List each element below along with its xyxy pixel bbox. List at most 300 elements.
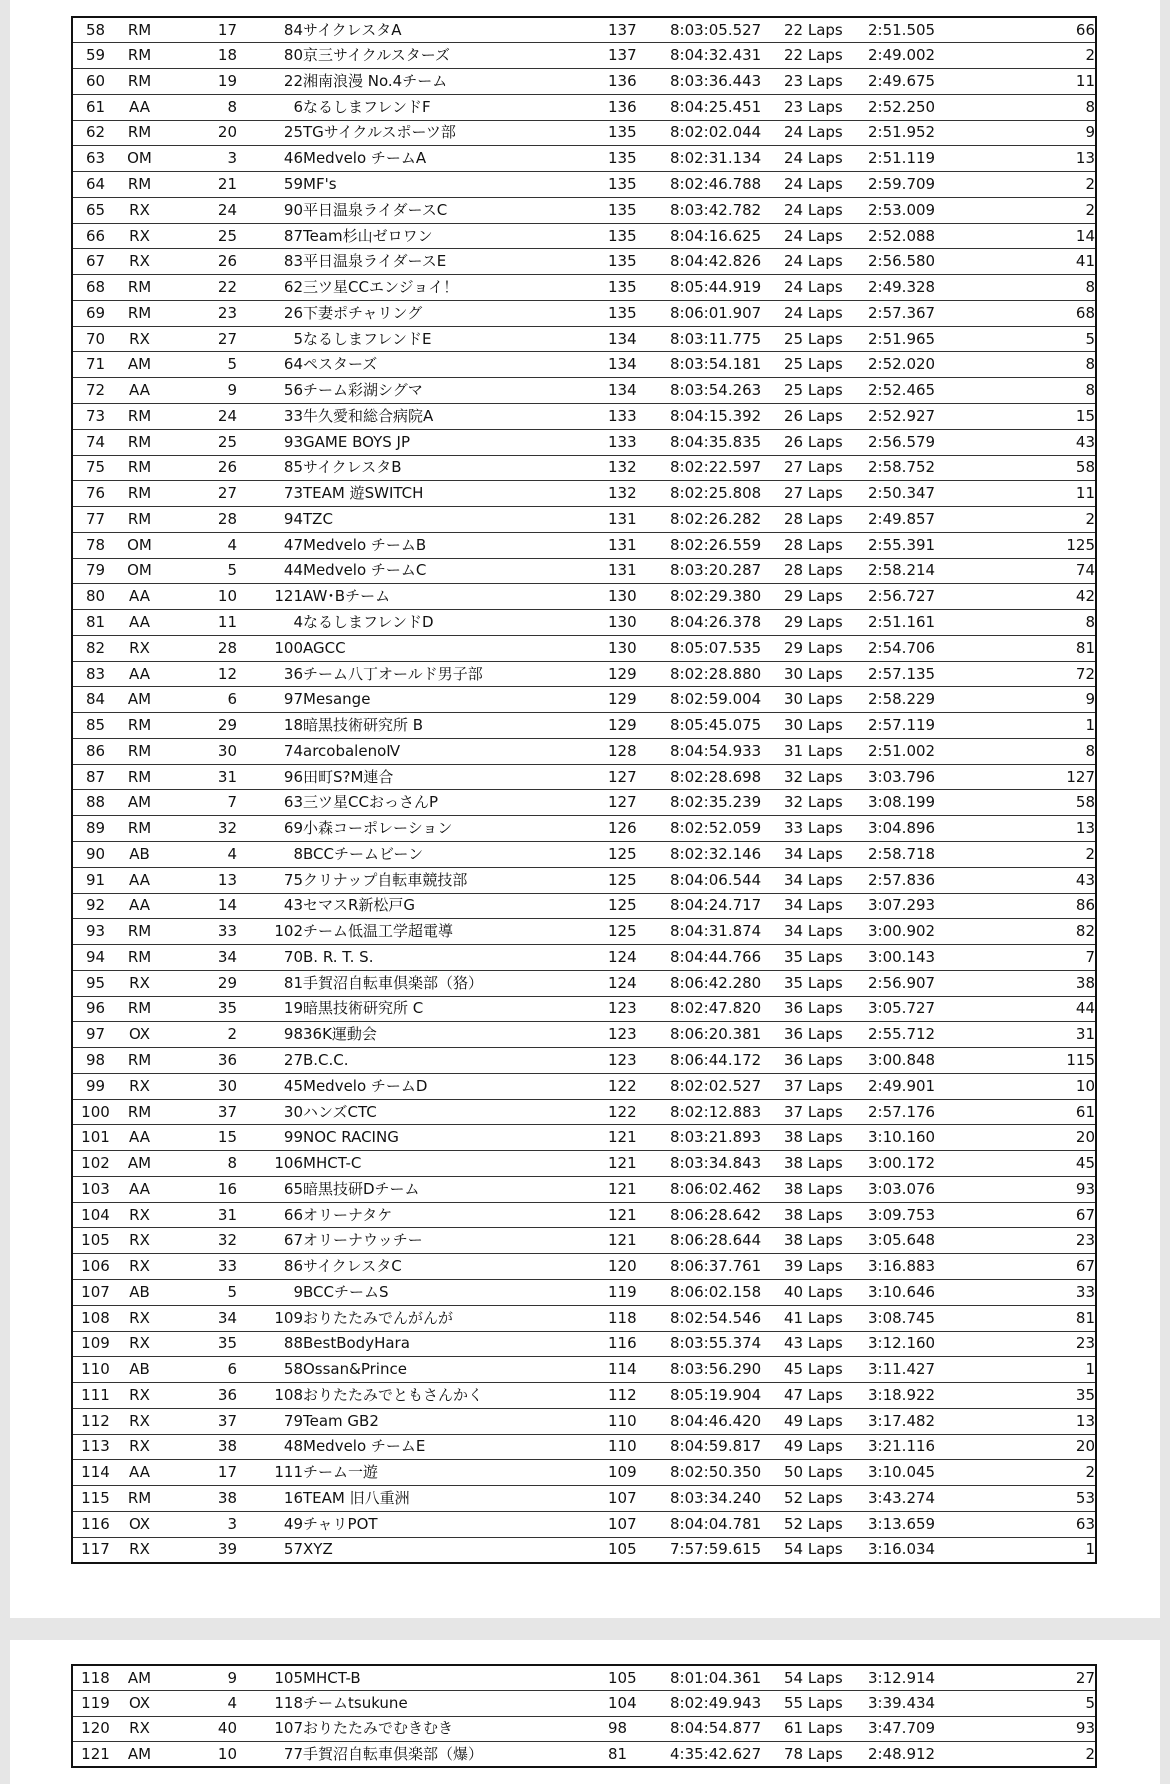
laps-cell: 135 xyxy=(608,223,670,249)
position-cell: 112 xyxy=(72,1408,118,1434)
class-position-cell: 26 xyxy=(161,249,237,275)
team-name-cell: TEAM 遊SWITCH xyxy=(303,481,608,507)
best-lap-time-cell: 3:13.659 xyxy=(868,1511,978,1537)
position-cell: 91 xyxy=(72,867,118,893)
class-position-cell: 15 xyxy=(161,1125,237,1151)
best-lap-number-cell: 8 xyxy=(978,94,1096,120)
table-row xyxy=(72,713,1096,739)
best-lap-time-cell: 3:08.745 xyxy=(868,1305,978,1331)
class-cell: RX xyxy=(118,1434,161,1460)
table-row xyxy=(72,1228,1096,1254)
laps-cell: 131 xyxy=(608,507,670,533)
class-position-cell: 29 xyxy=(161,713,237,739)
team-name-cell: Medvelo チームA xyxy=(303,146,608,172)
team-name-cell: オリーナウッチー xyxy=(303,1228,608,1254)
gap-cell: 39 Laps xyxy=(784,1254,868,1280)
best-lap-time-cell: 2:52.465 xyxy=(868,378,978,404)
gap-cell: 38 Laps xyxy=(784,1176,868,1202)
position-cell: 118 xyxy=(72,1665,118,1691)
gap-cell: 38 Laps xyxy=(784,1151,868,1177)
total-time-cell: 8:06:01.907 xyxy=(670,300,784,326)
best-lap-time-cell: 2:51.002 xyxy=(868,738,978,764)
table-row xyxy=(72,1048,1096,1074)
class-cell: RX xyxy=(118,223,161,249)
gap-cell: 24 Laps xyxy=(784,146,868,172)
laps-cell: 135 xyxy=(608,249,670,275)
best-lap-number-cell: 20 xyxy=(978,1434,1096,1460)
total-time-cell: 8:04:54.933 xyxy=(670,738,784,764)
best-lap-number-cell: 2 xyxy=(978,1460,1096,1486)
team-name-cell: arcobalenoⅣ xyxy=(303,738,608,764)
total-time-cell: 8:06:28.644 xyxy=(670,1228,784,1254)
class-position-cell: 33 xyxy=(161,919,237,945)
best-lap-number-cell: 8 xyxy=(978,610,1096,636)
table-row xyxy=(72,1254,1096,1280)
best-lap-time-cell: 2:56.727 xyxy=(868,584,978,610)
bib-number-cell: 93 xyxy=(237,429,303,455)
best-lap-time-cell: 2:49.857 xyxy=(868,507,978,533)
position-cell: 113 xyxy=(72,1434,118,1460)
bib-number-cell: 69 xyxy=(237,816,303,842)
best-lap-time-cell: 3:09.753 xyxy=(868,1202,978,1228)
table-row xyxy=(72,275,1096,301)
total-time-cell: 8:03:54.263 xyxy=(670,378,784,404)
gap-cell: 37 Laps xyxy=(784,1073,868,1099)
class-cell: RM xyxy=(118,275,161,301)
best-lap-time-cell: 3:43.274 xyxy=(868,1486,978,1512)
total-time-cell: 8:06:37.761 xyxy=(670,1254,784,1280)
gap-cell: 24 Laps xyxy=(784,223,868,249)
class-cell: RM xyxy=(118,403,161,429)
gap-cell: 54 Laps xyxy=(784,1665,868,1691)
best-lap-number-cell: 63 xyxy=(978,1511,1096,1537)
laps-cell: 110 xyxy=(608,1408,670,1434)
position-cell: 99 xyxy=(72,1073,118,1099)
laps-cell: 136 xyxy=(608,69,670,95)
total-time-cell: 8:02:26.282 xyxy=(670,507,784,533)
class-position-cell: 23 xyxy=(161,300,237,326)
best-lap-time-cell: 2:51.965 xyxy=(868,326,978,352)
table-row xyxy=(72,507,1096,533)
team-name-cell: おりたたみでむきむき xyxy=(303,1716,608,1742)
class-position-cell: 37 xyxy=(161,1408,237,1434)
best-lap-number-cell: 72 xyxy=(978,661,1096,687)
table-row xyxy=(72,17,1096,43)
team-name-cell: 暗黒技術研究所 C xyxy=(303,996,608,1022)
bib-number-cell: 106 xyxy=(237,1151,303,1177)
position-cell: 67 xyxy=(72,249,118,275)
gap-cell: 23 Laps xyxy=(784,94,868,120)
team-name-cell: 湘南浪漫 No.4チーム xyxy=(303,69,608,95)
table-row xyxy=(72,1383,1096,1409)
class-position-cell: 7 xyxy=(161,790,237,816)
table-row xyxy=(72,842,1096,868)
team-name-cell: B.C.C. xyxy=(303,1048,608,1074)
gap-cell: 24 Laps xyxy=(784,300,868,326)
bib-number-cell: 64 xyxy=(237,352,303,378)
class-position-cell: 30 xyxy=(161,738,237,764)
laps-cell: 137 xyxy=(608,17,670,43)
team-name-cell: XYZ xyxy=(303,1537,608,1563)
best-lap-number-cell: 61 xyxy=(978,1099,1096,1125)
class-position-cell: 9 xyxy=(161,378,237,404)
total-time-cell: 8:06:02.462 xyxy=(670,1176,784,1202)
team-name-cell: Medvelo チームB xyxy=(303,532,608,558)
total-time-cell: 8:02:22.597 xyxy=(670,455,784,481)
best-lap-number-cell: 13 xyxy=(978,816,1096,842)
best-lap-time-cell: 3:16.034 xyxy=(868,1537,978,1563)
best-lap-time-cell: 2:56.580 xyxy=(868,249,978,275)
table-row xyxy=(72,532,1096,558)
best-lap-number-cell: 5 xyxy=(978,1691,1096,1717)
team-name-cell: おりたたみでともさんかく xyxy=(303,1383,608,1409)
class-cell: RM xyxy=(118,43,161,69)
best-lap-time-cell: 3:00.902 xyxy=(868,919,978,945)
gap-cell: 35 Laps xyxy=(784,945,868,971)
best-lap-number-cell: 43 xyxy=(978,429,1096,455)
class-position-cell: 22 xyxy=(161,275,237,301)
table-row xyxy=(72,429,1096,455)
table-row xyxy=(72,326,1096,352)
table-row xyxy=(72,455,1096,481)
team-name-cell: GAME BOYS JP xyxy=(303,429,608,455)
class-cell: AB xyxy=(118,1357,161,1383)
total-time-cell: 8:04:24.717 xyxy=(670,893,784,919)
results-table xyxy=(71,1664,1097,1768)
team-name-cell: Medvelo チームE xyxy=(303,1434,608,1460)
laps-cell: 118 xyxy=(608,1305,670,1331)
table-row xyxy=(72,1073,1096,1099)
best-lap-time-cell: 3:05.648 xyxy=(868,1228,978,1254)
best-lap-time-cell: 3:05.727 xyxy=(868,996,978,1022)
gap-cell: 28 Laps xyxy=(784,558,868,584)
total-time-cell: 8:04:35.835 xyxy=(670,429,784,455)
total-time-cell: 8:02:28.880 xyxy=(670,661,784,687)
class-position-cell: 5 xyxy=(161,558,237,584)
best-lap-time-cell: 2:55.391 xyxy=(868,532,978,558)
class-position-cell: 35 xyxy=(161,1331,237,1357)
bib-number-cell: 109 xyxy=(237,1305,303,1331)
bib-number-cell: 59 xyxy=(237,172,303,198)
table-row xyxy=(72,661,1096,687)
class-position-cell: 4 xyxy=(161,532,237,558)
gap-cell: 38 Laps xyxy=(784,1228,868,1254)
team-name-cell: なるしまフレンドD xyxy=(303,610,608,636)
best-lap-number-cell: 2 xyxy=(978,1742,1096,1768)
team-name-cell: 牛久愛和総合病院A xyxy=(303,403,608,429)
gap-cell: 27 Laps xyxy=(784,455,868,481)
bib-number-cell: 47 xyxy=(237,532,303,558)
team-name-cell: MF's xyxy=(303,172,608,198)
total-time-cell: 8:03:11.775 xyxy=(670,326,784,352)
best-lap-time-cell: 3:00.143 xyxy=(868,945,978,971)
position-cell: 75 xyxy=(72,455,118,481)
best-lap-number-cell: 8 xyxy=(978,378,1096,404)
laps-cell: 134 xyxy=(608,326,670,352)
total-time-cell: 8:03:42.782 xyxy=(670,197,784,223)
laps-cell: 104 xyxy=(608,1691,670,1717)
laps-cell: 134 xyxy=(608,352,670,378)
class-position-cell: 4 xyxy=(161,1691,237,1717)
total-time-cell: 8:04:44.766 xyxy=(670,945,784,971)
bib-number-cell: 6 xyxy=(237,94,303,120)
total-time-cell: 8:03:54.181 xyxy=(670,352,784,378)
class-cell: RX xyxy=(118,1254,161,1280)
table-row xyxy=(72,481,1096,507)
laps-cell: 107 xyxy=(608,1486,670,1512)
position-cell: 103 xyxy=(72,1176,118,1202)
class-cell: RX xyxy=(118,1537,161,1563)
class-cell: RM xyxy=(118,120,161,146)
team-name-cell: 平日温泉ライダースE xyxy=(303,249,608,275)
gap-cell: 61 Laps xyxy=(784,1716,868,1742)
best-lap-time-cell: 2:48.912 xyxy=(868,1742,978,1768)
laps-cell: 135 xyxy=(608,275,670,301)
team-name-cell: 手賀沼自転車倶楽部（爆） xyxy=(303,1742,608,1768)
laps-cell: 121 xyxy=(608,1125,670,1151)
team-name-cell: 平日温泉ライダースC xyxy=(303,197,608,223)
class-cell: AM xyxy=(118,1665,161,1691)
bib-number-cell: 107 xyxy=(237,1716,303,1742)
gap-cell: 24 Laps xyxy=(784,249,868,275)
class-position-cell: 27 xyxy=(161,326,237,352)
best-lap-time-cell: 2:49.675 xyxy=(868,69,978,95)
laps-cell: 126 xyxy=(608,816,670,842)
best-lap-time-cell: 2:58.214 xyxy=(868,558,978,584)
total-time-cell: 8:02:02.044 xyxy=(670,120,784,146)
class-position-cell: 2 xyxy=(161,1022,237,1048)
gap-cell: 36 Laps xyxy=(784,1022,868,1048)
class-cell: AA xyxy=(118,1460,161,1486)
team-name-cell: チーム低温工学超電導 xyxy=(303,919,608,945)
bib-number-cell: 62 xyxy=(237,275,303,301)
gap-cell: 78 Laps xyxy=(784,1742,868,1768)
total-time-cell: 8:02:46.788 xyxy=(670,172,784,198)
position-cell: 110 xyxy=(72,1357,118,1383)
team-name-cell: サイクレスタA xyxy=(303,17,608,43)
table-row xyxy=(72,970,1096,996)
total-time-cell: 8:02:26.559 xyxy=(670,532,784,558)
position-cell: 88 xyxy=(72,790,118,816)
table-row xyxy=(72,378,1096,404)
class-position-cell: 8 xyxy=(161,1151,237,1177)
gap-cell: 26 Laps xyxy=(784,429,868,455)
gap-cell: 41 Laps xyxy=(784,1305,868,1331)
class-position-cell: 24 xyxy=(161,403,237,429)
best-lap-number-cell: 53 xyxy=(978,1486,1096,1512)
position-cell: 119 xyxy=(72,1691,118,1717)
table-row xyxy=(72,1665,1096,1691)
gap-cell: 29 Laps xyxy=(784,584,868,610)
team-name-cell: サイクレスタC xyxy=(303,1254,608,1280)
bib-number-cell: 48 xyxy=(237,1434,303,1460)
best-lap-time-cell: 2:58.752 xyxy=(868,455,978,481)
bib-number-cell: 27 xyxy=(237,1048,303,1074)
team-name-cell: 三ツ星CCおっさんP xyxy=(303,790,608,816)
total-time-cell: 8:04:25.451 xyxy=(670,94,784,120)
position-cell: 76 xyxy=(72,481,118,507)
bib-number-cell: 96 xyxy=(237,764,303,790)
total-time-cell: 8:03:34.240 xyxy=(670,1486,784,1512)
class-cell: AM xyxy=(118,687,161,713)
table-row xyxy=(72,403,1096,429)
bib-number-cell: 83 xyxy=(237,249,303,275)
table-row xyxy=(72,790,1096,816)
bib-number-cell: 56 xyxy=(237,378,303,404)
position-cell: 97 xyxy=(72,1022,118,1048)
laps-cell: 122 xyxy=(608,1073,670,1099)
total-time-cell: 8:02:35.239 xyxy=(670,790,784,816)
class-position-cell: 19 xyxy=(161,69,237,95)
total-time-cell: 8:04:32.431 xyxy=(670,43,784,69)
best-lap-time-cell: 3:04.896 xyxy=(868,816,978,842)
team-name-cell: Team GB2 xyxy=(303,1408,608,1434)
bib-number-cell: 73 xyxy=(237,481,303,507)
gap-cell: 43 Laps xyxy=(784,1331,868,1357)
team-name-cell: MHCT-B xyxy=(303,1665,608,1691)
total-time-cell: 8:05:07.535 xyxy=(670,635,784,661)
table-row xyxy=(72,996,1096,1022)
class-cell: AA xyxy=(118,584,161,610)
team-name-cell: 36K運動会 xyxy=(303,1022,608,1048)
best-lap-number-cell: 58 xyxy=(978,790,1096,816)
laps-cell: 129 xyxy=(608,661,670,687)
position-cell: 106 xyxy=(72,1254,118,1280)
best-lap-number-cell: 93 xyxy=(978,1716,1096,1742)
class-position-cell: 34 xyxy=(161,945,237,971)
class-position-cell: 31 xyxy=(161,764,237,790)
position-cell: 115 xyxy=(72,1486,118,1512)
best-lap-number-cell: 1 xyxy=(978,1537,1096,1563)
gap-cell: 22 Laps xyxy=(784,43,868,69)
laps-cell: 135 xyxy=(608,120,670,146)
class-cell: AA xyxy=(118,893,161,919)
class-position-cell: 13 xyxy=(161,867,237,893)
best-lap-time-cell: 3:07.293 xyxy=(868,893,978,919)
laps-cell: 132 xyxy=(608,455,670,481)
best-lap-number-cell: 93 xyxy=(978,1176,1096,1202)
bib-number-cell: 30 xyxy=(237,1099,303,1125)
best-lap-number-cell: 7 xyxy=(978,945,1096,971)
best-lap-number-cell: 82 xyxy=(978,919,1096,945)
best-lap-time-cell: 3:17.482 xyxy=(868,1408,978,1434)
gap-cell: 38 Laps xyxy=(784,1202,868,1228)
class-cell: OM xyxy=(118,146,161,172)
best-lap-time-cell: 2:57.135 xyxy=(868,661,978,687)
best-lap-time-cell: 2:54.706 xyxy=(868,635,978,661)
position-cell: 117 xyxy=(72,1537,118,1563)
best-lap-number-cell: 81 xyxy=(978,1305,1096,1331)
class-position-cell: 21 xyxy=(161,172,237,198)
bib-number-cell: 45 xyxy=(237,1073,303,1099)
bib-number-cell: 70 xyxy=(237,945,303,971)
position-cell: 102 xyxy=(72,1151,118,1177)
best-lap-time-cell: 2:53.009 xyxy=(868,197,978,223)
position-cell: 73 xyxy=(72,403,118,429)
class-position-cell: 4 xyxy=(161,842,237,868)
class-position-cell: 30 xyxy=(161,1073,237,1099)
best-lap-number-cell: 45 xyxy=(978,1151,1096,1177)
laps-cell: 136 xyxy=(608,94,670,120)
class-cell: AM xyxy=(118,790,161,816)
total-time-cell: 8:03:21.893 xyxy=(670,1125,784,1151)
bib-number-cell: 74 xyxy=(237,738,303,764)
team-name-cell: おりたたみでんがんが xyxy=(303,1305,608,1331)
laps-cell: 121 xyxy=(608,1176,670,1202)
class-position-cell: 33 xyxy=(161,1254,237,1280)
best-lap-time-cell: 2:58.229 xyxy=(868,687,978,713)
table-row xyxy=(72,94,1096,120)
team-name-cell: TEAM 旧八重洲 xyxy=(303,1486,608,1512)
class-cell: RM xyxy=(118,455,161,481)
class-cell: RM xyxy=(118,713,161,739)
class-cell: RM xyxy=(118,996,161,1022)
team-name-cell: チームtsukune xyxy=(303,1691,608,1717)
best-lap-time-cell: 3:39.434 xyxy=(868,1691,978,1717)
position-cell: 77 xyxy=(72,507,118,533)
position-cell: 72 xyxy=(72,378,118,404)
team-name-cell: B. R. T. S. xyxy=(303,945,608,971)
class-position-cell: 28 xyxy=(161,635,237,661)
gap-cell: 27 Laps xyxy=(784,481,868,507)
gap-cell: 38 Laps xyxy=(784,1125,868,1151)
bib-number-cell: 98 xyxy=(237,1022,303,1048)
laps-cell: 133 xyxy=(608,429,670,455)
class-position-cell: 26 xyxy=(161,455,237,481)
bib-number-cell: 85 xyxy=(237,455,303,481)
table-row xyxy=(72,945,1096,971)
laps-cell: 122 xyxy=(608,1099,670,1125)
team-name-cell: TGサイクルスポーツ部 xyxy=(303,120,608,146)
class-position-cell: 9 xyxy=(161,1665,237,1691)
class-position-cell: 24 xyxy=(161,197,237,223)
best-lap-time-cell: 3:47.709 xyxy=(868,1716,978,1742)
table-row xyxy=(72,584,1096,610)
gap-cell: 40 Laps xyxy=(784,1280,868,1306)
table-row xyxy=(72,1434,1096,1460)
best-lap-time-cell: 2:52.250 xyxy=(868,94,978,120)
table-row xyxy=(72,300,1096,326)
gap-cell: 35 Laps xyxy=(784,970,868,996)
bib-number-cell: 26 xyxy=(237,300,303,326)
total-time-cell: 8:04:16.625 xyxy=(670,223,784,249)
team-name-cell: AW･Bチーム xyxy=(303,584,608,610)
gap-cell: 34 Laps xyxy=(784,842,868,868)
class-position-cell: 12 xyxy=(161,661,237,687)
table-row xyxy=(72,1022,1096,1048)
class-position-cell: 27 xyxy=(161,481,237,507)
class-cell: RM xyxy=(118,738,161,764)
laps-cell: 127 xyxy=(608,790,670,816)
best-lap-number-cell: 33 xyxy=(978,1280,1096,1306)
gap-cell: 52 Laps xyxy=(784,1511,868,1537)
table-row xyxy=(72,1099,1096,1125)
class-position-cell: 20 xyxy=(161,120,237,146)
class-position-cell: 39 xyxy=(161,1537,237,1563)
bib-number-cell: 9 xyxy=(237,1280,303,1306)
class-cell: RX xyxy=(118,1305,161,1331)
results-table xyxy=(71,16,1097,1564)
class-position-cell: 32 xyxy=(161,816,237,842)
best-lap-number-cell: 1 xyxy=(978,713,1096,739)
gap-cell: 29 Laps xyxy=(784,610,868,636)
position-cell: 101 xyxy=(72,1125,118,1151)
table-row xyxy=(72,1202,1096,1228)
class-cell: OM xyxy=(118,558,161,584)
table-row xyxy=(72,687,1096,713)
best-lap-number-cell: 2 xyxy=(978,197,1096,223)
best-lap-time-cell: 3:10.646 xyxy=(868,1280,978,1306)
